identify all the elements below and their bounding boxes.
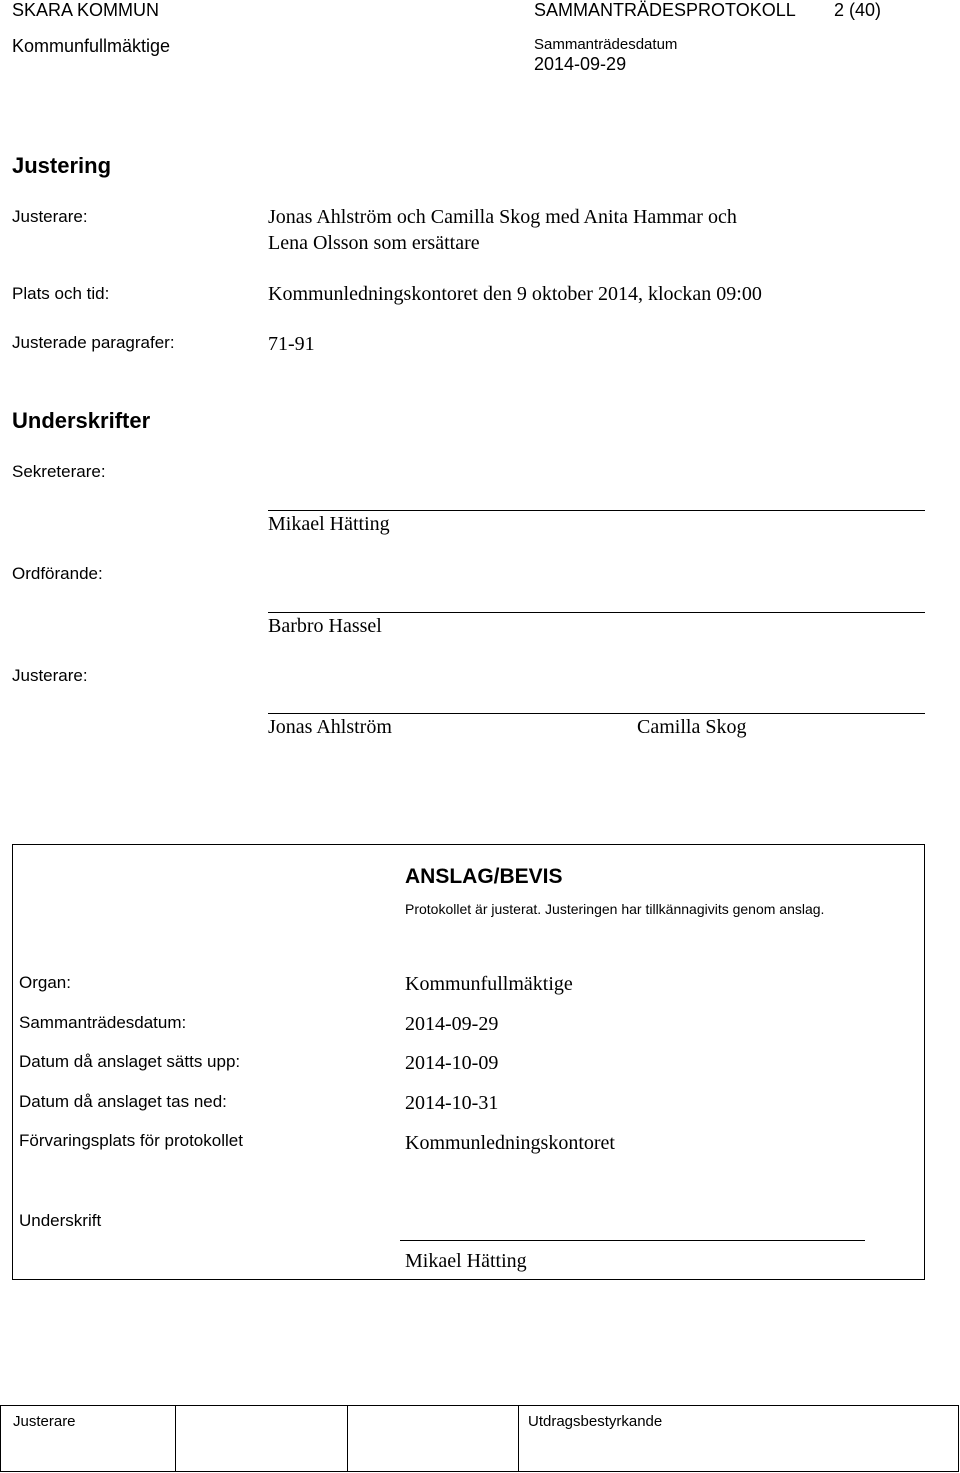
org-name: SKARA KOMMUN: [12, 0, 160, 20]
footer-utdrag-label: Utdragsbestyrkande: [528, 1413, 663, 1430]
anslag-row-value: 2014-09-29: [405, 1013, 499, 1035]
footer-signature-grid: [0, 1405, 959, 1472]
anslag-row-label: Datum då anslaget sätts upp:: [19, 1052, 241, 1071]
ordforande-label: Ordförande:: [12, 564, 103, 583]
anslag-signer-name: Mikael Hätting: [405, 1250, 527, 1272]
footer-cell-justerare: [1, 1406, 176, 1471]
footer-justerare-label: Justerare: [13, 1413, 76, 1430]
justerare-label: Justerare:: [12, 207, 88, 226]
ordforande-signature-line: [268, 612, 925, 613]
anslag-row-value: Kommunfullmäktige: [405, 973, 573, 995]
governing-body: Kommunfullmäktige: [12, 36, 171, 56]
meeting-date-label: Sammanträdesdatum: [534, 36, 678, 53]
doc-type: SAMMANTRÄDESPROTOKOLL: [534, 0, 796, 20]
justerare-signature-line: [268, 713, 925, 714]
paragrafer-value: 71-91: [268, 333, 315, 355]
sekreterare-signature-line: [268, 510, 925, 511]
anslag-row-label: Sammanträdesdatum:: [19, 1013, 187, 1032]
plats-value: Kommunledningskontoret den 9 oktober 2014, klockan 09:00: [268, 283, 762, 305]
underskrift-justerare-label: Justerare:: [12, 666, 88, 685]
anslag-row-label: Organ:: [19, 973, 71, 992]
anslag-row-value: 2014-10-31: [405, 1092, 499, 1114]
ordforande-name: Barbro Hassel: [268, 615, 382, 637]
anslag-row-value: 2014-10-09: [405, 1052, 499, 1074]
justerare-name-2: Camilla Skog: [637, 716, 747, 738]
sekreterare-label: Sekreterare:: [12, 462, 106, 481]
paragrafer-label: Justerade paragrafer:: [12, 333, 175, 352]
justering-heading: Justering: [12, 153, 112, 178]
anslag-signature-line: [400, 1240, 865, 1241]
footer-cell: [348, 1406, 519, 1471]
footer-cell: [176, 1406, 348, 1471]
meeting-date: 2014-09-29: [534, 54, 627, 74]
anslag-subtitle: Protokollet är justerat. Justeringen har tillkännagivits genom anslag.: [405, 901, 825, 917]
anslag-row-value: Kommunledningskontoret: [405, 1132, 615, 1154]
justerare-value-line2: Lena Olsson som ersättare: [268, 232, 480, 254]
plats-label: Plats och tid:: [12, 284, 110, 303]
anslag-row-label: Förvaringsplats för protokollet: [19, 1131, 243, 1150]
anslag-underskrift-label: Underskrift: [19, 1211, 102, 1230]
page-number: 2 (40): [834, 0, 882, 20]
justerare-name-1: Jonas Ahlström: [268, 716, 392, 738]
anslag-heading: ANSLAG/BEVIS: [405, 865, 563, 888]
sekreterare-name: Mikael Hätting: [268, 513, 390, 535]
underskrifter-heading: Underskrifter: [12, 408, 151, 433]
justerare-value-line1: Jonas Ahlström och Camilla Skog med Anita Hammar och: [268, 206, 737, 228]
anslag-row-label: Datum då anslaget tas ned:: [19, 1092, 227, 1111]
footer-cell-utdrag: [519, 1406, 958, 1471]
